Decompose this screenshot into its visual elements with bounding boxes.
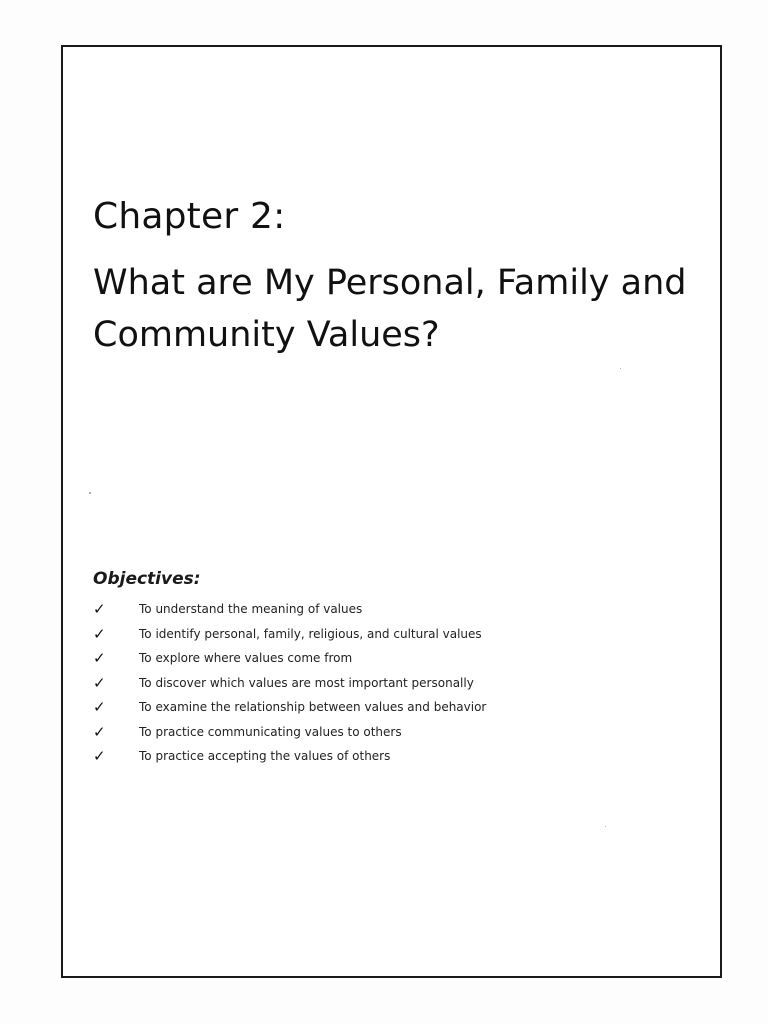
objectives-heading: Objectives: [93, 569, 201, 589]
scan-speck [605, 826, 606, 827]
objective-text: To understand the meaning of values [139, 602, 363, 617]
objective-item [93, 744, 693, 769]
objective-item [93, 720, 693, 745]
checkmark-icon: ✓ [93, 747, 106, 766]
checkmark-icon: ✓ [93, 624, 106, 643]
objective-text: To explore where values come from [139, 651, 353, 666]
checkmark-icon: ✓ [93, 698, 106, 717]
objectives-list [93, 597, 693, 769]
chapter-title: What are My Personal, Family and Community Values? [93, 263, 687, 355]
objective-text: To practice communicating values to others [139, 724, 402, 739]
chapter-label: Chapter 2: [93, 196, 286, 237]
objective-item [93, 622, 693, 647]
objectives-section [93, 567, 693, 769]
scan-speck [620, 368, 621, 369]
checkmark-icon: ✓ [93, 600, 106, 619]
scan-speck [89, 492, 91, 494]
objective-text: To identify personal, family, religious, and cultural values [139, 626, 482, 641]
objective-item [93, 646, 693, 671]
checkmark-icon: ✓ [93, 722, 106, 741]
checkmark-icon: ✓ [93, 649, 106, 668]
objective-text: To discover which values are most important personally [139, 675, 474, 690]
objective-item [93, 671, 693, 696]
checkmark-icon: ✓ [93, 673, 106, 692]
objective-text: To practice accepting the values of others [139, 749, 391, 764]
objective-item [93, 695, 693, 720]
page-border-frame [61, 45, 722, 978]
objective-text: To examine the relationship between values and behavior [139, 700, 487, 715]
objective-item [93, 597, 693, 622]
